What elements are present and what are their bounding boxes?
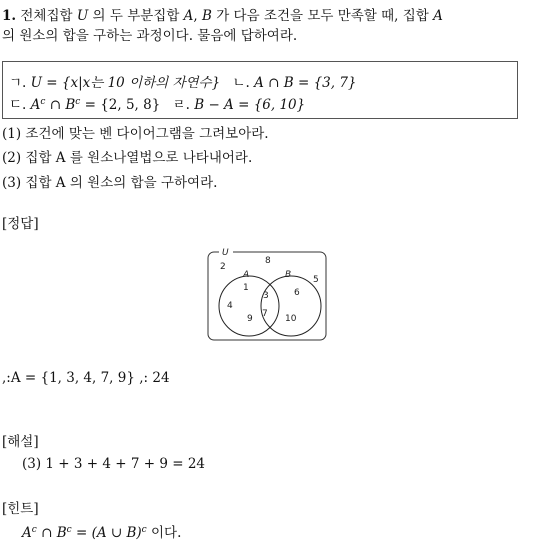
answer-heading: [정답]: [2, 216, 39, 232]
stem-text-a: 전체집합: [20, 8, 77, 24]
set-a-label: A: [243, 270, 250, 280]
stem-comma: ,: [193, 8, 203, 24]
condition-2-label: ㄴ.: [232, 75, 255, 91]
outside-element-3: 5: [313, 275, 319, 285]
a-only-element-2: 4: [227, 301, 233, 311]
condition-4-label: ㄹ.: [172, 97, 195, 113]
condition-1: U = {x|x는 10 이하의 자연수}: [30, 75, 221, 91]
answer-line: ,:A = {1, 3, 4, 7, 9} ,: 24: [2, 370, 170, 386]
outside-element-2: 8: [265, 256, 271, 266]
problem-stem-line-1: [2, 4, 443, 24]
stem-text-b: 의 두 부분집합: [88, 8, 184, 24]
condition-1-label: ㄱ.: [9, 75, 31, 91]
b-only-element-2: 10: [285, 314, 297, 324]
set-b-label: B: [285, 270, 292, 280]
venn-diagram: [205, 246, 330, 344]
symbol-B: B: [202, 8, 212, 24]
condition-3: $A^c$ ∩ $B^c = \{2$, 5, 8}: [30, 97, 161, 113]
hint-text: $A^c$ ∩ $B^c = (A$ ∪ B)$^c$ 이다.: [22, 525, 182, 541]
solution-text: (3) 1 + 3 + 4 + 7 + 9 = 24: [22, 456, 206, 472]
problem-number: 1.: [2, 8, 17, 24]
stem-text-c: 가 다음 조건을 모두 만족할 때, 집합: [211, 8, 434, 24]
condition-2: A ∩ B = {3, 7}: [254, 75, 357, 91]
conditions-row-1: [9, 71, 357, 91]
set-b-circle: [261, 276, 321, 336]
condition-4: B − A = {6, 10}: [194, 97, 306, 113]
a-only-element-3: 9: [247, 314, 253, 324]
both-element-2: 7: [262, 309, 268, 319]
both-element-1: 3: [263, 291, 269, 301]
a-only-element-1: 1: [243, 283, 249, 293]
universe-label: U: [222, 248, 229, 258]
question-2: (2) 집합 A 를 원소나열법으로 나타내어라.: [2, 150, 253, 166]
hint-heading: [힌트]: [2, 501, 39, 517]
b-only-element-1: 6: [294, 288, 300, 298]
condition-3-label: ㄷ.: [9, 97, 31, 113]
conditions-row-2: [9, 93, 305, 113]
symbol-A: A: [183, 8, 194, 24]
symbol-A-2: A: [433, 8, 443, 24]
problem-stem-line-2: 의 원소의 합을 구하는 과정이다. 물음에 답하여라.: [2, 28, 298, 44]
outside-element-1: 2: [220, 262, 226, 272]
question-1: (1) 조건에 맞는 벤 다이어그램을 그려보아라.: [2, 126, 269, 142]
symbol-U: U: [76, 8, 89, 24]
question-3: (3) 집합 A 의 원소의 합을 구하여라.: [2, 175, 218, 191]
solution-heading: [해설]: [2, 434, 39, 450]
conditions-box: [2, 61, 518, 119]
